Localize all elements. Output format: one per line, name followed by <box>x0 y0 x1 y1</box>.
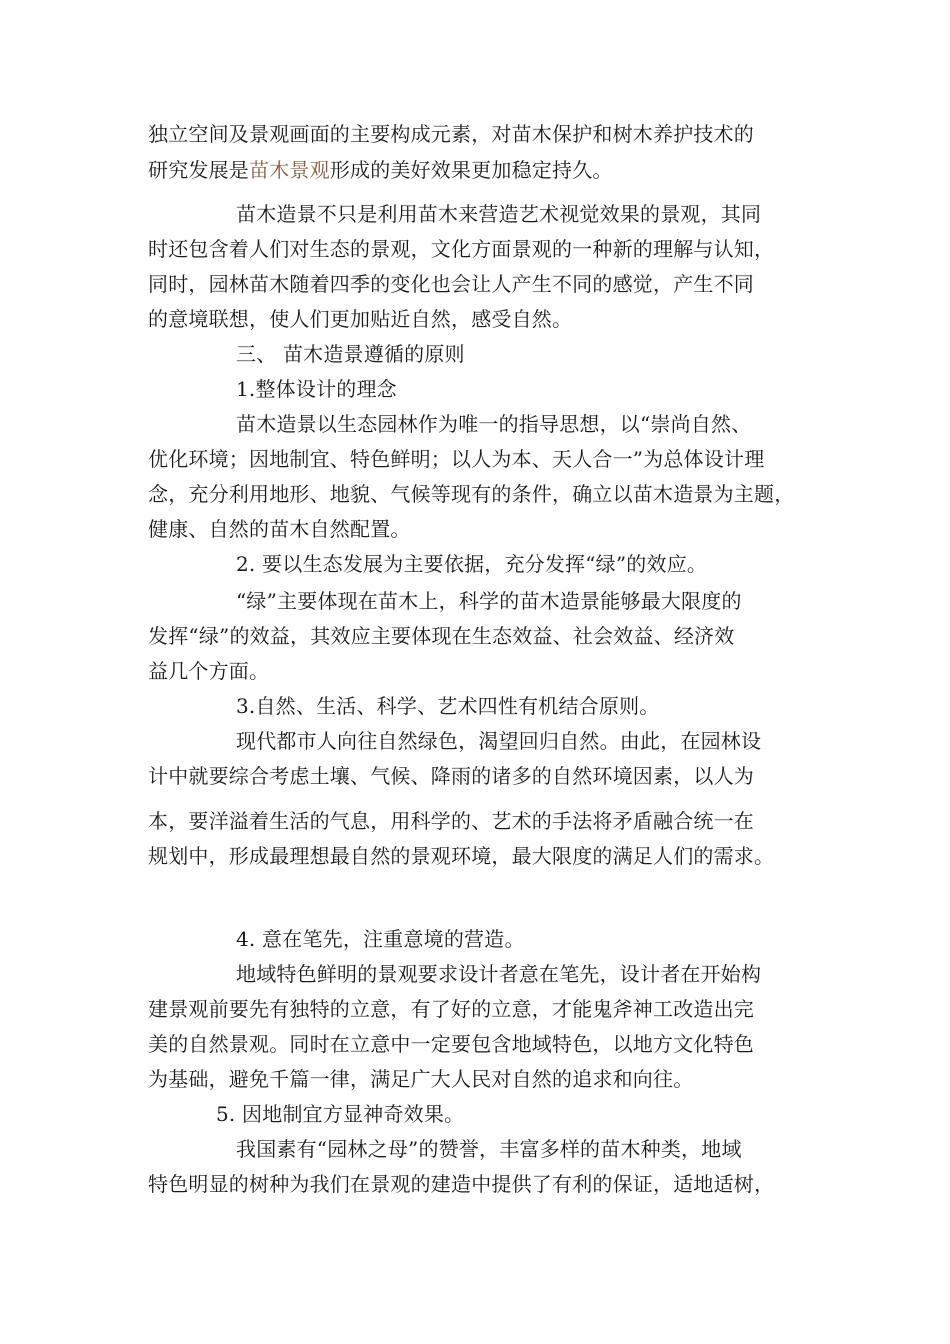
text-line: 地域特色鲜明的景观要求设计者意在笔先，设计者在开始构 <box>236 962 762 986</box>
text-line: 美的自然景观。同时在立意中一定要包含地域特色，以地方文化特色 <box>148 1032 754 1056</box>
text-line: 独立空间及景观画面的主要构成元素，对苗木保护和树木养护技术的 <box>148 122 754 146</box>
subheading: 5. 因地制宜方显神奇效果。 <box>216 1102 465 1126</box>
text-line: 本，要洋溢着生活的气息，用科学的、艺术的手法将矛盾融合统一在 <box>148 809 754 833</box>
text-line: 规划中，形成最理想最自然的景观环境，最大限度的满足人们的需求。 <box>148 844 775 868</box>
text-line: 健康、自然的苗木自然配置。 <box>148 517 411 541</box>
text-line: 现代都市人向往自然绿色，渴望回归自然。由此，在园林设 <box>236 729 762 753</box>
text-line: “绿”主要体现在苗木上，科学的苗木造景能够最大限度的 <box>236 589 742 613</box>
text-line: 优化环境；因地制宜、特色鲜明；以人为本、天人合一”为总体设计理 <box>148 447 765 471</box>
section-heading: 三、 苗木造景遵循的原则 <box>236 342 465 366</box>
subheading: 3.自然、生活、科学、艺术四性有机结合原则。 <box>236 694 660 718</box>
text-line: 念，充分利用地形、地貌、气候等现有的条件，确立以苗木造景为主题， <box>148 482 795 506</box>
text-line: 益几个方面。 <box>148 659 270 683</box>
text-line: 计中就要综合考虑土壤、气候、降雨的诸多的自然环境因素，以人为 <box>148 764 754 788</box>
text-line: 特色明显的树种为我们在景观的建造中提供了有利的保证，适地适树， <box>148 1172 775 1196</box>
keyword-link[interactable]: 苗木景观 <box>249 158 330 182</box>
text-line: 我国素有“园林之母”的赞誉，丰富多样的苗木种类，地域 <box>236 1137 742 1161</box>
text-line: 的意境联想，使人们更加贴近自然，感受自然。 <box>148 307 573 331</box>
text-line: 发挥“绿”的效益，其效应主要体现在生态效益、社会效益、经济效 <box>148 624 735 648</box>
text-line: 建景观前要先有独特的立意，有了好的立意，才能鬼斧神工改造出完 <box>148 997 754 1021</box>
text-line: 为基础，避免千篇一律，满足广大人民对自然的追求和向往。 <box>148 1067 694 1091</box>
text-line: 苗木造景以生态园林作为唯一的指导思想，以“崇尚自然、 <box>236 412 752 436</box>
text-fragment: 形成的美好效果更加稳定持久。 <box>329 158 613 182</box>
text-line: 苗木造景不只是利用苗木来营造艺术视觉效果的景观，其同 <box>236 202 762 226</box>
text-line <box>148 152 828 188</box>
text-fragment: 研究发展是 <box>148 158 249 182</box>
subheading: 2. 要以生态发展为主要依据，充分发挥“绿”的效应。 <box>236 552 708 576</box>
text-line: 同时，园林苗木随着四季的变化也会让人产生不同的感觉，产生不同 <box>148 272 754 296</box>
subheading: 4. 意在笔先，注重意境的营造。 <box>236 927 525 951</box>
subheading: 1.整体设计的理念 <box>236 377 397 401</box>
text-line: 时还包含着人们对生态的景观，文化方面景观的一种新的理解与认知， <box>148 237 775 261</box>
